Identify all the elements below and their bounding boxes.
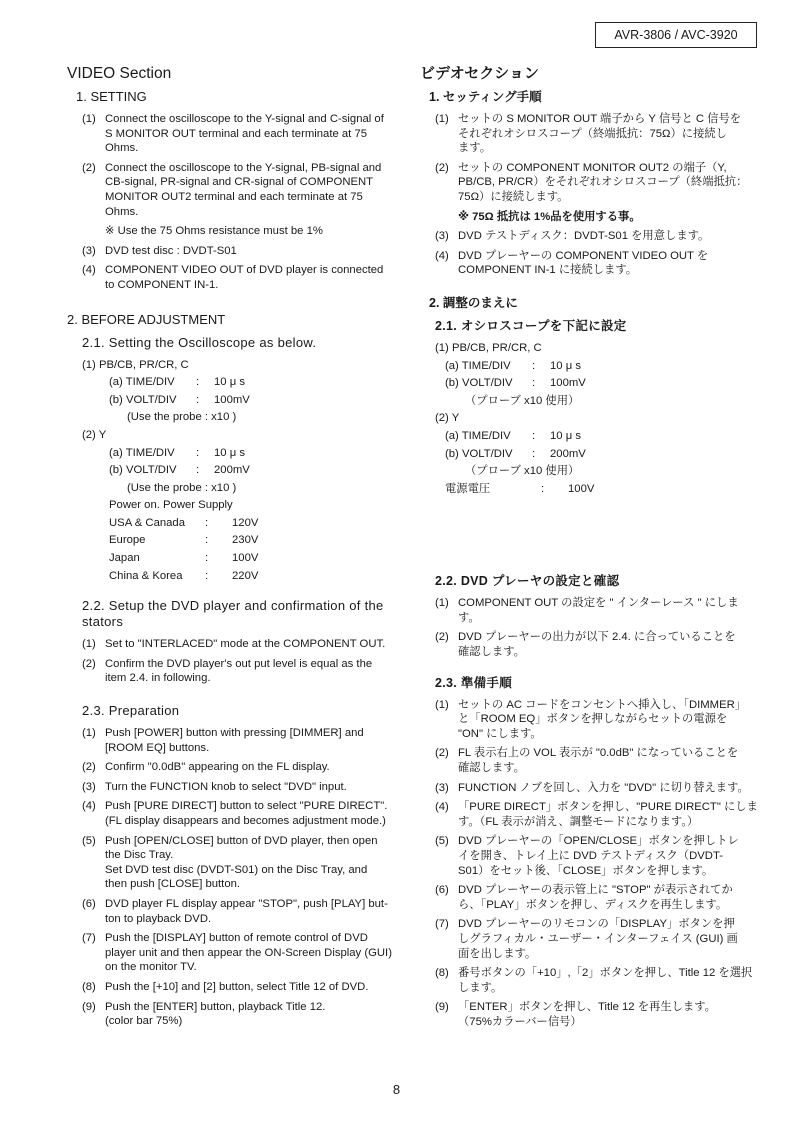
item-text: Turn the FUNCTION knob to select "DVD" input. — [105, 780, 347, 793]
item-text: Push the [ENTER] button, playback Title 12. (color bar 75%) — [105, 1000, 326, 1028]
item-text: Connect the oscilloscope to the Y-signal and C-signal of S MONITOR OUT terminal and each terminate at 75 Ohms. — [105, 113, 384, 155]
list-item — [435, 883, 765, 912]
setting-separator: : — [196, 376, 200, 389]
item-number: (2) — [435, 631, 449, 644]
power-voltage-ja — [435, 482, 765, 497]
item-number: (1) — [435, 698, 449, 711]
item-text: Push [OPEN/CLOSE] button of DVD player, then open the Disc Tray. Set DVD test disc (DVDT-S01) on the Disc Tray, and then push [CLOSE] button. — [105, 834, 378, 891]
item-text: DVD プレーヤーのリモコンの「DISPLAY」ボタンを押 しグラフィカル・ユーザー・インターフェイス (GUI) 画 面を出します。 — [458, 918, 738, 960]
setting-separator: : — [532, 447, 536, 460]
setting-separator: : — [205, 552, 209, 565]
setting-value: 100mV — [214, 393, 250, 406]
item-number: (9) — [82, 1000, 96, 1013]
item-number: (9) — [435, 1001, 449, 1014]
item-number: (4) — [435, 801, 449, 814]
dvd-setup-subheading-ja: 2.2. DVD プレーヤの設定と確認 — [435, 574, 620, 589]
item-number: (1) — [82, 638, 96, 651]
item-text: DVD プレーヤーの COMPONENT VIDEO OUT を COMPONENT IN-1 に接続します。 — [458, 249, 709, 277]
english-column — [67, 64, 407, 1034]
list-item — [435, 596, 765, 625]
pb-probe-note: (Use the probe : x10 ) — [127, 411, 237, 424]
list-item — [435, 917, 765, 961]
setting-key: (b) VOLT/DIV — [445, 377, 513, 390]
item-text: Confirm the DVD player's out put level is equal as the item 2.4. in following. — [105, 657, 373, 685]
power-supply-table — [82, 516, 407, 583]
item-text: 「PURE DIRECT」ボタンを押し、"PURE DIRECT" にしま す。（FL 表示が消え、調整モードになります。） — [458, 801, 758, 828]
setting-key: (a) TIME/DIV — [445, 359, 511, 372]
item-number: (1) — [82, 727, 96, 740]
item-text: COMPONENT VIDEO OUT of DVD player is connected to COMPONENT IN-1. — [105, 264, 384, 291]
item-text: セットの AC コードをコンセントへ挿入し、「DIMMER」 と「ROOM EQ」ボタンを押しながらセットの電源を "ON" にします。 — [458, 698, 747, 740]
pb-cb-label-ja: (1) PB/CB, PR/CR, C — [435, 341, 542, 354]
setting-value: 230V — [232, 534, 259, 547]
item-number: (5) — [435, 835, 449, 848]
setting-key: (a) TIME/DIV — [445, 429, 511, 442]
oscilloscope-subheading: 2.1. Setting the Oscilloscope as below. — [82, 334, 317, 350]
setting-value: 10 μ s — [214, 446, 246, 459]
item-text: DVD テストディスク：DVDT-S01 を用意します。 — [458, 230, 710, 243]
list-item — [82, 161, 407, 219]
list-item — [435, 698, 765, 742]
setting-row — [109, 463, 407, 478]
item-text: DVD プレーヤーの「OPEN/CLOSE」ボタンを押しトレ イを開き、トレイ上に DVD テストディスク（DVDT- S01）をセット後、「CLOSE」ボタンを押します。 — [458, 835, 739, 877]
y-probe-note: (Use the probe : x10 ) — [127, 481, 237, 494]
item-number: (2) — [435, 161, 449, 174]
setting-key: (a) TIME/DIV — [109, 446, 175, 459]
model-number-box: AVR-3806 / AVC-3920 — [595, 22, 757, 48]
item-text: Connect the oscilloscope to the Y-signal, PB-signal and CB-signal, PR-signal and CR-signal of COMPONENT MONITOR OUT2 terminal and each terminate at 75 Ohms. — [105, 161, 382, 218]
setting-heading-ja: 1. セッティング手順 — [429, 90, 542, 104]
preparation-list — [67, 726, 407, 1029]
setting-row — [445, 429, 765, 444]
y-settings — [82, 446, 407, 478]
list-item — [82, 1000, 407, 1029]
setting-value: 100mV — [550, 377, 586, 390]
item-number: (6) — [82, 897, 96, 910]
y-probe-note-ja: （プローブ x10 使用） — [465, 465, 580, 478]
list-item — [82, 799, 407, 828]
power-voltage-key: 電源電圧 — [445, 482, 491, 495]
item-text: DVD test disc : DVDT-S01 — [105, 244, 237, 257]
setting-separator: : — [196, 393, 200, 406]
list-item — [82, 657, 407, 686]
setting-key: (a) TIME/DIV — [109, 376, 175, 389]
item-number: (3) — [82, 244, 96, 257]
list-item — [82, 834, 407, 892]
item-text: Push the [DISPLAY] button of remote control of DVD player unit and then appear the ON-Screen Display (GUI) on the monitor TV. — [105, 932, 392, 974]
japanese-column — [420, 64, 765, 1035]
setting-key: Japan — [109, 552, 140, 565]
pb-settings — [82, 375, 407, 407]
list-item — [82, 637, 407, 652]
item-text: Set to "INTERLACED" mode at the COMPONENT OUT. — [105, 638, 386, 651]
item-number: (7) — [435, 918, 449, 931]
list-item — [82, 780, 407, 795]
setting-row — [445, 376, 765, 391]
setting-list — [67, 112, 407, 219]
item-number: (8) — [82, 980, 96, 993]
list-item — [82, 897, 407, 926]
before-adjustment-heading: 2. BEFORE ADJUSTMENT — [67, 311, 226, 327]
setting-value: 120V — [232, 516, 259, 529]
dvd-setup-list-ja — [420, 596, 765, 659]
list-item — [435, 112, 765, 156]
setting-value: 200mV — [550, 447, 586, 460]
list-item — [82, 726, 407, 755]
item-number: (2) — [82, 657, 96, 670]
dvd-setup-list — [67, 637, 407, 686]
setting-separator: : — [196, 446, 200, 459]
item-text: FUNCTION ノブを回し、入力を "DVD" に切り替えます。 — [458, 781, 749, 794]
setting-key: Europe — [109, 534, 146, 547]
setting-value: 220V — [232, 569, 259, 582]
list-item — [435, 249, 765, 278]
setting-list-ja — [420, 112, 765, 205]
list-item — [435, 834, 765, 878]
setting-row — [109, 551, 407, 566]
setting-row — [109, 516, 407, 531]
setting-key: (b) VOLT/DIV — [109, 464, 177, 477]
setting-row — [109, 446, 407, 461]
list-item — [82, 931, 407, 975]
oscilloscope-subheading-ja: 2.1. オシロスコープを下記に設定 — [435, 318, 627, 333]
list-item — [82, 244, 407, 259]
list-item — [435, 781, 765, 796]
before-adjustment-heading-ja: 2. 調整のまえに — [429, 295, 518, 310]
item-number: (5) — [82, 834, 96, 847]
list-item — [435, 746, 765, 775]
list-item — [435, 800, 765, 829]
item-number: (1) — [435, 597, 449, 610]
setting-value: 10 μ s — [214, 376, 246, 389]
setting-row — [445, 447, 765, 462]
item-text: Confirm "0.0dB" appearing on the FL display. — [105, 761, 330, 774]
item-text: DVD プレーヤーの表示管上に "STOP" が表示されてか ら、「PLAY」ボタンを押し、ディスクを再生します。 — [458, 884, 733, 911]
power-voltage-sep: : — [541, 482, 545, 495]
pb-settings-ja — [435, 359, 765, 391]
list-item — [82, 263, 407, 292]
item-text: セットの S MONITOR OUT 端子から Y 信号と C 信号を それぞれオシロスコープ（終端抵抗：75Ω）に接続し ます。 — [458, 113, 742, 155]
item-text: DVD プレーヤーの出力が以下 2.4. に合っていることを 確認します。 — [458, 631, 736, 659]
list-item — [435, 966, 765, 995]
list-item — [82, 760, 407, 775]
preparation-subheading-ja: 2.3. 準備手順 — [435, 675, 513, 690]
resistance-note: ※ Use the 75 Ohms resistance must be 1% — [105, 225, 323, 238]
y-settings-ja — [435, 429, 765, 461]
setting-separator: : — [532, 359, 536, 372]
y-label-ja: (2) Y — [435, 412, 460, 425]
power-supply-label: Power on. Power Supply — [109, 499, 233, 512]
list-item — [435, 1000, 765, 1029]
item-text: Push [POWER] button with pressing [DIMMER] and [ROOM EQ] buttons. — [105, 727, 364, 754]
item-number: (2) — [435, 747, 449, 760]
setting-row — [445, 359, 765, 374]
resistance-note-ja: ※ 75Ω 抵抗は 1%品を使用する事。 — [458, 210, 641, 223]
item-text: FL 表示右上の VOL 表示が "0.0dB" になっていることを 確認します。 — [458, 747, 739, 775]
page-number: 8 — [392, 1082, 401, 1097]
setting-list-2 — [67, 244, 407, 293]
item-number: (8) — [435, 967, 449, 980]
item-number: (3) — [82, 780, 96, 793]
item-number: (1) — [435, 113, 449, 125]
setting-row — [109, 393, 407, 408]
dvd-setup-subheading: 2.2. Setup the DVD player and confirmation of the stators — [82, 598, 384, 630]
setting-heading: 1. SETTING — [76, 89, 147, 104]
item-number: (4) — [82, 800, 96, 813]
setting-list-2-ja — [420, 229, 765, 278]
setting-value: 10 μ s — [550, 359, 582, 372]
item-number: (1) — [82, 113, 96, 125]
setting-key: China & Korea — [109, 569, 183, 582]
setting-separator: : — [205, 569, 209, 582]
item-number: (2) — [82, 761, 96, 774]
list-item — [82, 980, 407, 995]
preparation-subheading: 2.3. Preparation — [82, 703, 180, 719]
setting-row — [109, 375, 407, 390]
setting-value: 10 μ s — [550, 429, 582, 442]
item-text: Push [PURE DIRECT] button to select "PURE DIRECT". (FL display disappears and becomes adjustment mode.) — [105, 800, 388, 827]
y-label: (2) Y — [82, 428, 107, 441]
item-number: (2) — [82, 161, 96, 174]
setting-row — [109, 569, 407, 584]
list-item — [435, 630, 765, 659]
item-text: COMPONENT OUT の設定を " インターレース " にしま す。 — [458, 597, 739, 624]
pb-probe-note-ja: （プローブ x10 使用） — [465, 394, 580, 407]
setting-separator: : — [532, 377, 536, 390]
item-number: (6) — [435, 884, 449, 897]
power-voltage-value: 100V — [568, 482, 595, 495]
setting-row — [109, 533, 407, 548]
item-number: (7) — [82, 932, 96, 945]
setting-key: (b) VOLT/DIV — [109, 393, 177, 406]
item-text: セットの COMPONENT MONITOR OUT2 の端子（Y, PB/CB, PR/CR）をそれぞれオシロスコープ（終端抵抗： 75Ω）に接続します。 — [458, 161, 748, 203]
setting-key: (b) VOLT/DIV — [445, 447, 513, 460]
setting-separator: : — [532, 429, 536, 442]
item-number: (3) — [435, 781, 449, 794]
list-item — [435, 229, 765, 244]
setting-separator: : — [205, 516, 209, 529]
section-title: VIDEO Section — [67, 65, 172, 82]
list-item — [82, 112, 407, 156]
item-text: Push the [+10] and [2] button, select Title 12 of DVD. — [105, 980, 369, 993]
setting-value: 100V — [232, 552, 259, 565]
preparation-list-ja — [420, 698, 765, 1030]
section-title-ja: ビデオセクション — [420, 65, 539, 82]
setting-separator: : — [196, 464, 200, 477]
item-text: 「ENTER」ボタンを押し、Title 12 を再生します。 （75%カラーバー信号） — [458, 1001, 716, 1028]
item-text: DVD player FL display appear "STOP", push [PLAY] but- ton to playback DVD. — [105, 897, 388, 925]
setting-separator: : — [205, 534, 209, 547]
item-number: (4) — [82, 264, 96, 277]
item-number: (4) — [435, 249, 449, 262]
setting-key: USA & Canada — [109, 516, 185, 529]
pb-cb-label: (1) PB/CB, PR/CR, C — [82, 358, 189, 371]
item-number: (3) — [435, 230, 449, 243]
list-item — [435, 161, 765, 205]
item-text: 番号ボタンの「+10」,「2」ボタンを押し、Title 12 を選択 します。 — [458, 967, 753, 994]
setting-value: 200mV — [214, 464, 250, 477]
